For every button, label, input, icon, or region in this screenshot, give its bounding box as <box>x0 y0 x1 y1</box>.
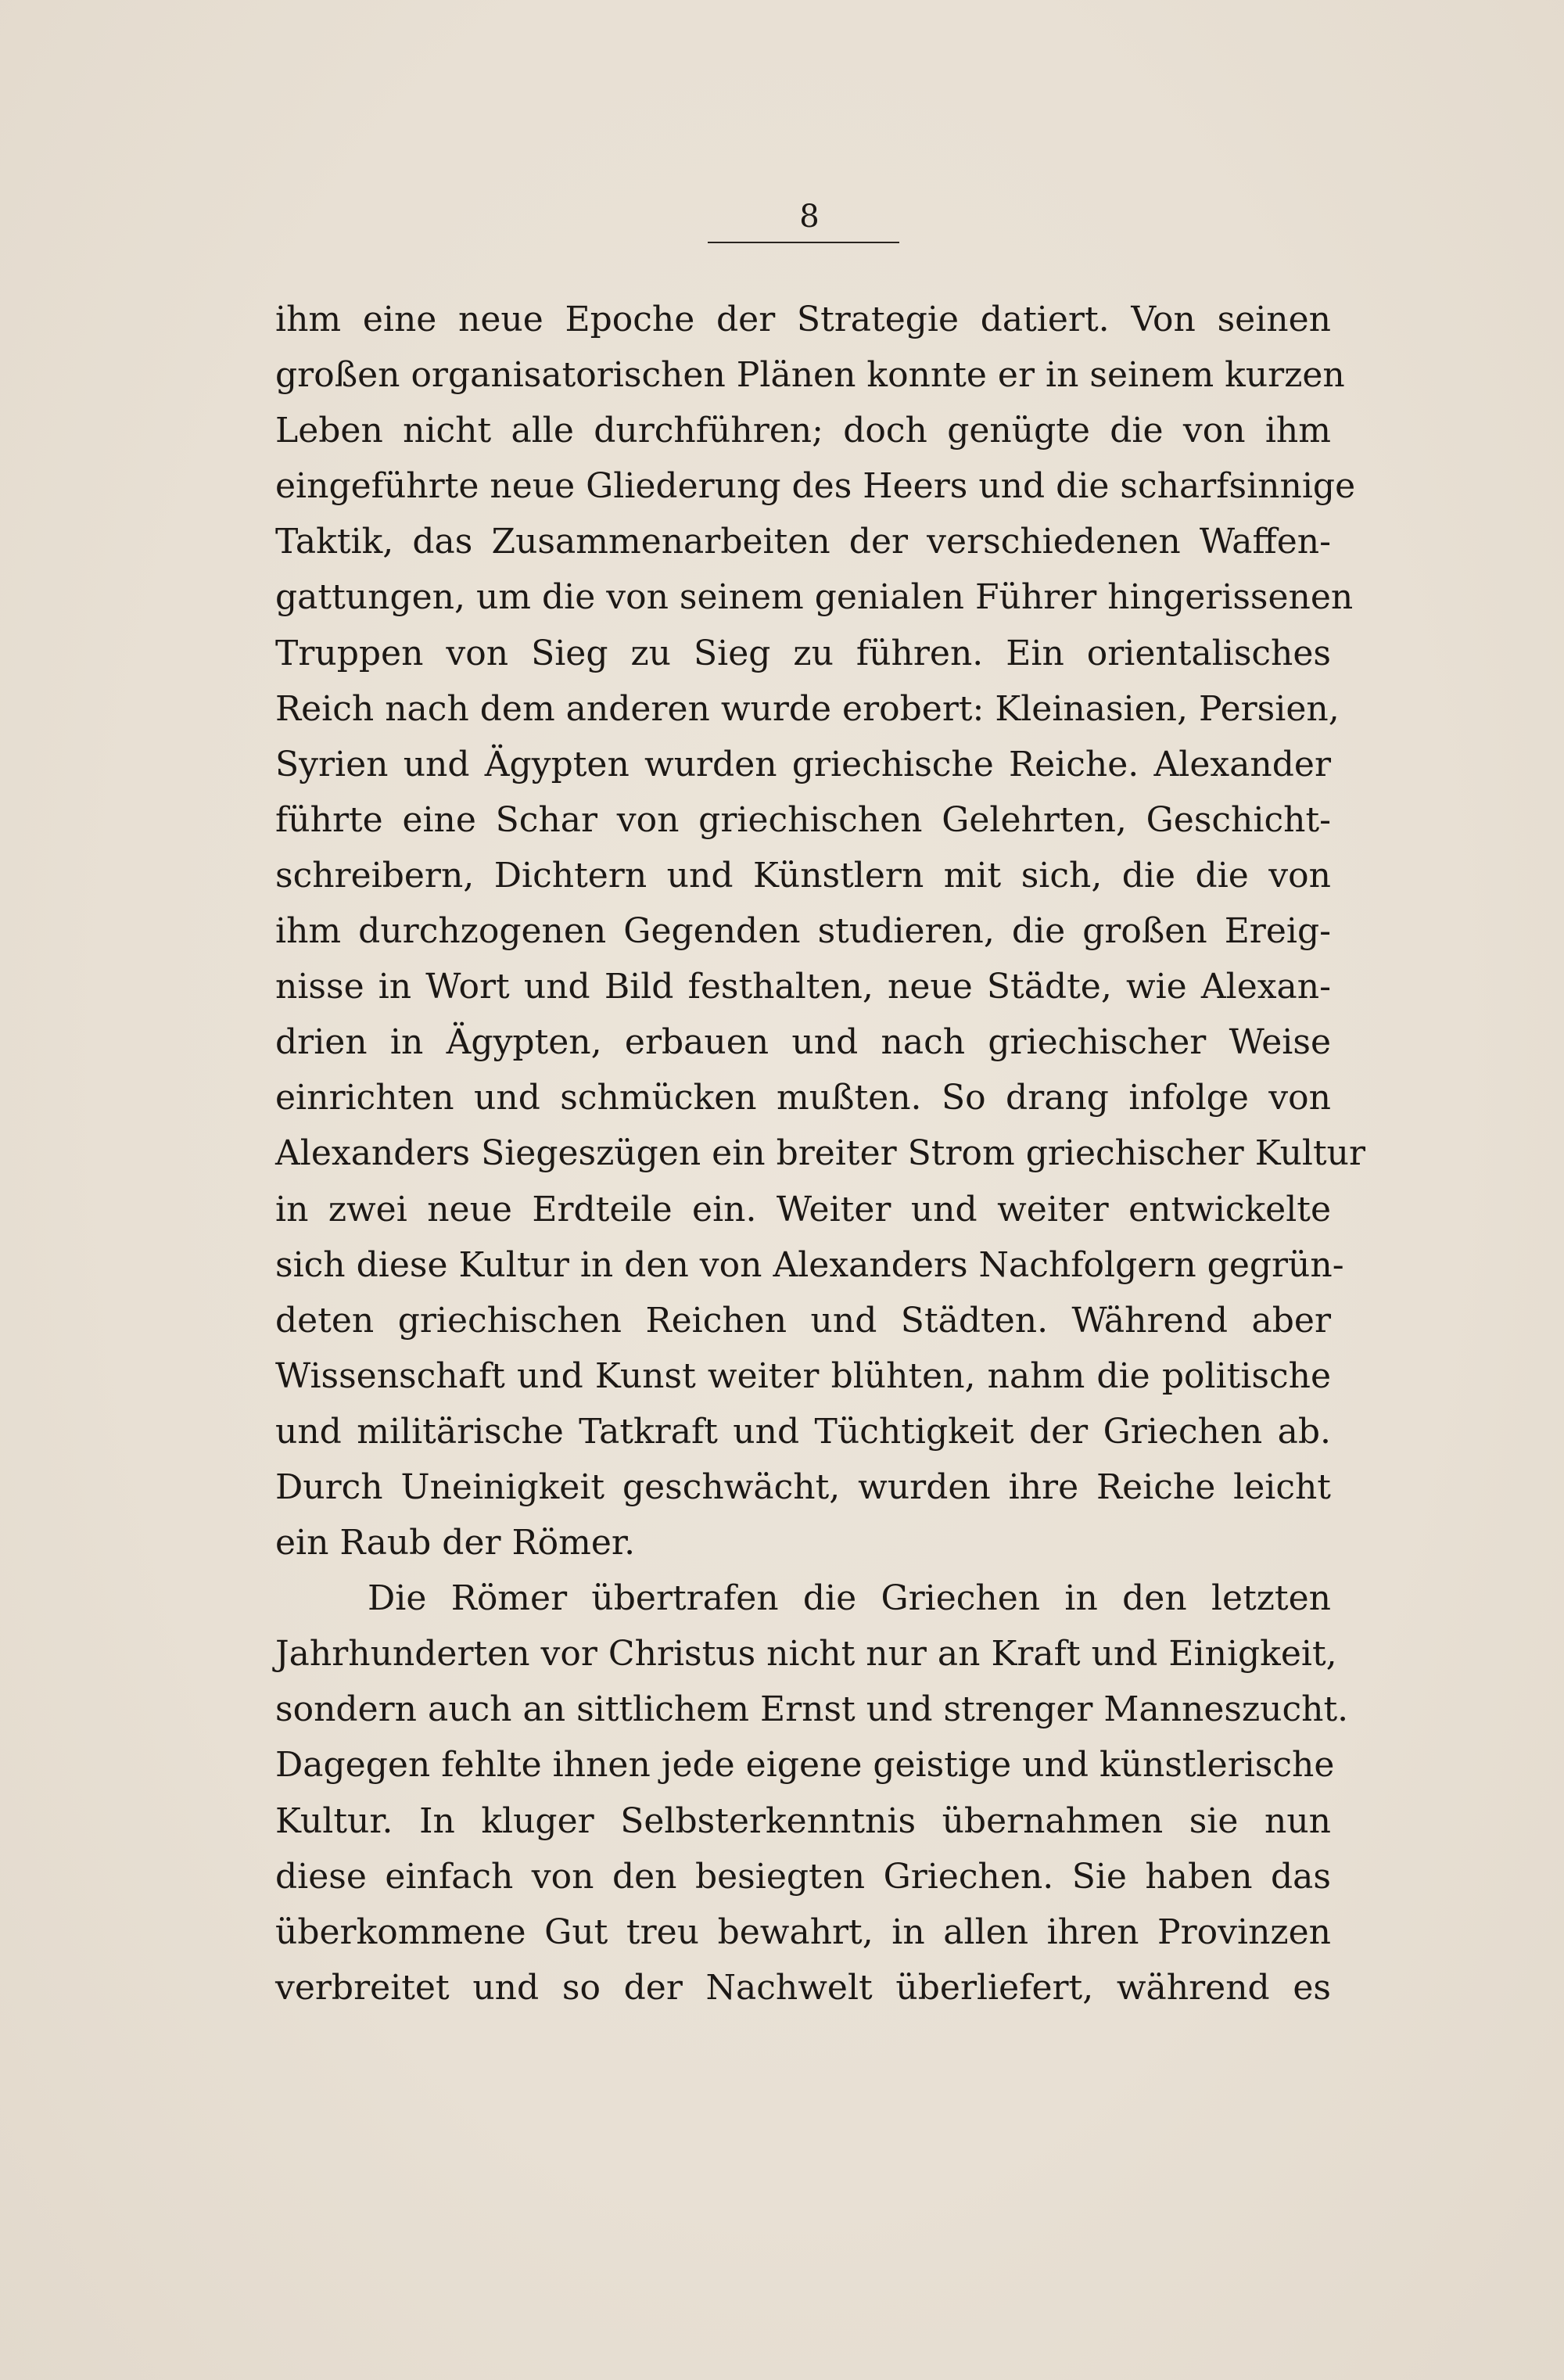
text-line: Syrien und Ägypten wurden griechische Reiche. Alexander <box>275 744 1331 784</box>
text-line: Durch Uneinigkeit geschwächt, wurden ihre Reiche leicht <box>275 1466 1331 1507</box>
text-line: Truppen von Sieg zu Sieg zu führen. Ein orientalisches <box>275 633 1331 673</box>
text-line: Reich nach dem anderen wurde erobert: Kleinasien, Persien, <box>275 688 1340 729</box>
text-line: nisse in Wort und Bild festhalten, neue Städte, wie Alexan- <box>275 967 1331 1007</box>
body-text <box>275 292 1366 2016</box>
paragraph-start-line: Die Römer übertrafen die Griechen in den letzten <box>368 1578 1331 1619</box>
text-line: und militärische Tatkraft und Tüchtigkeit der Griechen ab. <box>275 1411 1331 1452</box>
text-line: sondern auch an sittlichem Ernst und strenger Manneszucht. <box>275 1689 1349 1730</box>
text-line: in zwei neue Erdteile ein. Weiter und weiter entwickelte <box>275 1189 1331 1229</box>
text-line: führte eine Schar von griechischen Gelehrten, Geschicht- <box>275 799 1331 840</box>
text-line: schreibern, Dichtern und Künstlern mit sich, die die von <box>275 855 1331 896</box>
text-line: Dagegen fehlte ihnen jede eigene geistige und künstlerische <box>275 1745 1335 1786</box>
text-line: deten griechischen Reichen und Städten. Während aber <box>275 1300 1331 1341</box>
text-line: drien in Ägypten, erbauen und nach griechischer Weise <box>275 1022 1331 1063</box>
text-line: überkommene Gut treu bewahrt, in allen ihren Provinzen <box>275 1912 1331 1952</box>
text-line: sich diese Kultur in den von Alexanders Nachfolgern gegrün- <box>275 1244 1344 1285</box>
text-line: Kultur. In kluger Selbsterkenntnis übernahmen sie nun <box>275 1800 1331 1841</box>
text-line: Leben nicht alle durchführen; doch genügte die von ihm <box>275 411 1331 451</box>
text-line: Taktik, das Zusammenarbeiten der verschiedenen Waffen- <box>275 522 1331 562</box>
text-line: gattungen, um die von seinem genialen Führer hingerissenen <box>275 577 1354 618</box>
page-number: 8 <box>799 199 820 235</box>
text-line: ihm eine neue Epoche der Strategie datiert. Von seinen <box>275 300 1331 339</box>
text-line: großen organisatorischen Plänen konnte er in seinem kurzen <box>275 355 1345 396</box>
text-line: verbreitet und so der Nachwelt überliefert, während es <box>275 1967 1331 2008</box>
text-line: Alexanders Siegeszügen ein breiter Strom griechischer Kultur <box>275 1133 1366 1174</box>
text-line: diese einfach von den besiegten Griechen. Sie haben das <box>275 1856 1331 1897</box>
text-line: eingeführte neue Gliederung des Heers und die scharfsinnige <box>275 466 1356 507</box>
text-line: ihm durchzogenen Gegenden studieren, die großen Ereig- <box>275 911 1331 952</box>
text-line: Wissenschaft und Kunst weiter blühten, nahm die politische <box>275 1355 1331 1396</box>
text-line: Jahrhunderten vor Christus nicht nur an Kraft und Einigkeit, <box>275 1634 1337 1675</box>
header-rule <box>708 242 899 243</box>
paragraph-end-line: ein Raub der Römer. <box>275 1523 636 1563</box>
text-line: einrichten und schmücken mußten. So drang infolge von <box>275 1078 1331 1118</box>
